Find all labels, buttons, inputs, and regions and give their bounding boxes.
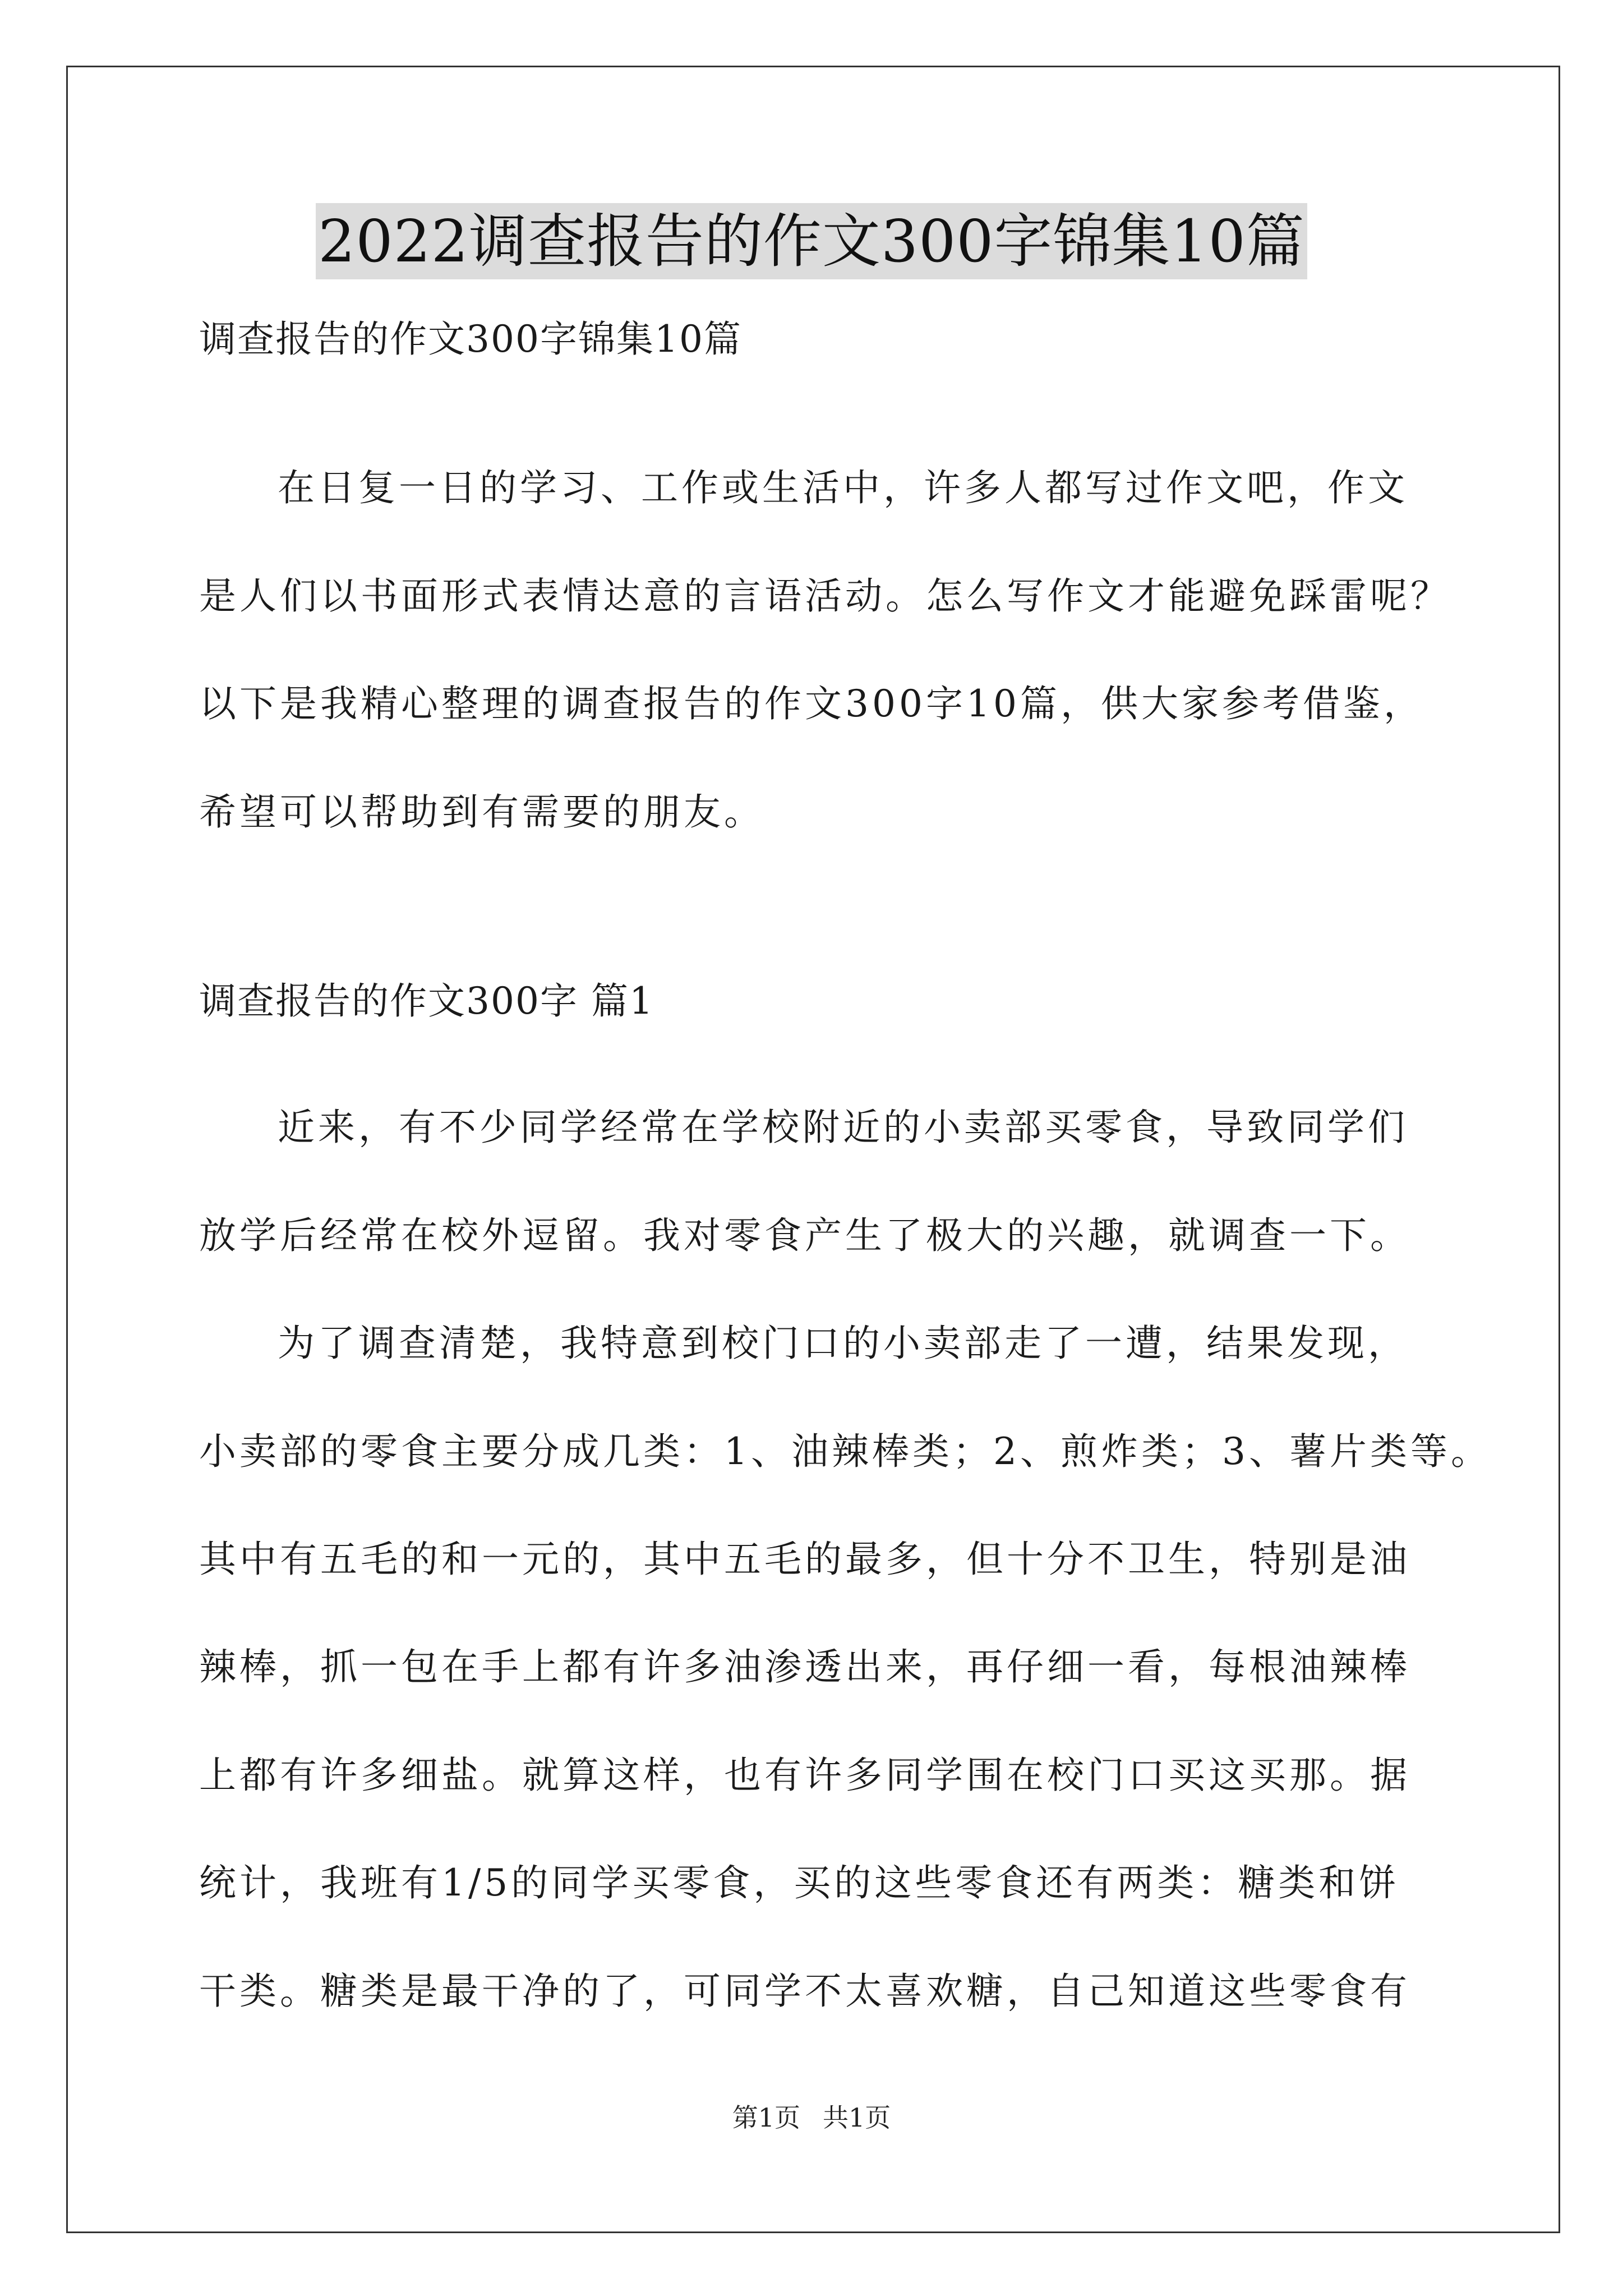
- intro-line: 希望可以帮助到有需要的朋友。: [199, 790, 764, 834]
- document-title: 2022调查报告的作文300字锦集10篇: [316, 203, 1307, 279]
- intro-line: 以下是我精心整理的调查报告的作文300字10篇，供大家参考借鉴，: [199, 682, 1424, 725]
- title-container: [0, 203, 1623, 279]
- section-line: 上都有许多细盐。就算这样，也有许多同学围在校门口买这买那。据: [199, 1754, 1410, 1797]
- section-line: 统计，我班有1/5的同学买零食，买的这些零食还有两类：糖类和饼: [199, 1861, 1400, 1904]
- section-line: 其中有五毛的和一元的，其中五毛的最多，但十分不卫生，特别是油: [199, 1538, 1410, 1581]
- section-line: 辣棒，抓一包在手上都有许多油渗透出来，再仔细一看，每根油辣棒: [199, 1645, 1410, 1688]
- section-line: 放学后经常在校外逗留。我对零食产生了极大的兴趣，就调查一下。: [199, 1214, 1410, 1257]
- page-footer: [0, 2101, 1623, 2134]
- section-heading: 调查报告的作文300字 篇1: [199, 979, 654, 1023]
- section-line: 为了调查清楚，我特意到校门口的小卖部走了一遭，结果发现，: [278, 1322, 1408, 1365]
- section-line: 近来，有不少同学经常在学校附近的小卖部买零食，导致同学们: [278, 1106, 1408, 1149]
- intro-line: 在日复一日的学习、工作或生活中，许多人都写过作文吧，作文: [278, 466, 1408, 509]
- page-number: 第1页: [732, 2102, 800, 2133]
- section-line: 干类。糖类是最干净的了，可同学不太喜欢糖，自己知道这些零食有: [199, 1970, 1410, 2013]
- section-line: 小卖部的零食主要分成几类：1、油辣棒类；2、煎炸类；3、薯片类等。: [199, 1430, 1491, 1473]
- document-subtitle: 调查报告的作文300字锦集10篇: [199, 318, 742, 361]
- page-total: 共1页: [823, 2102, 891, 2133]
- intro-line: 是人们以书面形式表情达意的言语活动。怎么写作文才能避免踩雷呢？: [199, 574, 1451, 618]
